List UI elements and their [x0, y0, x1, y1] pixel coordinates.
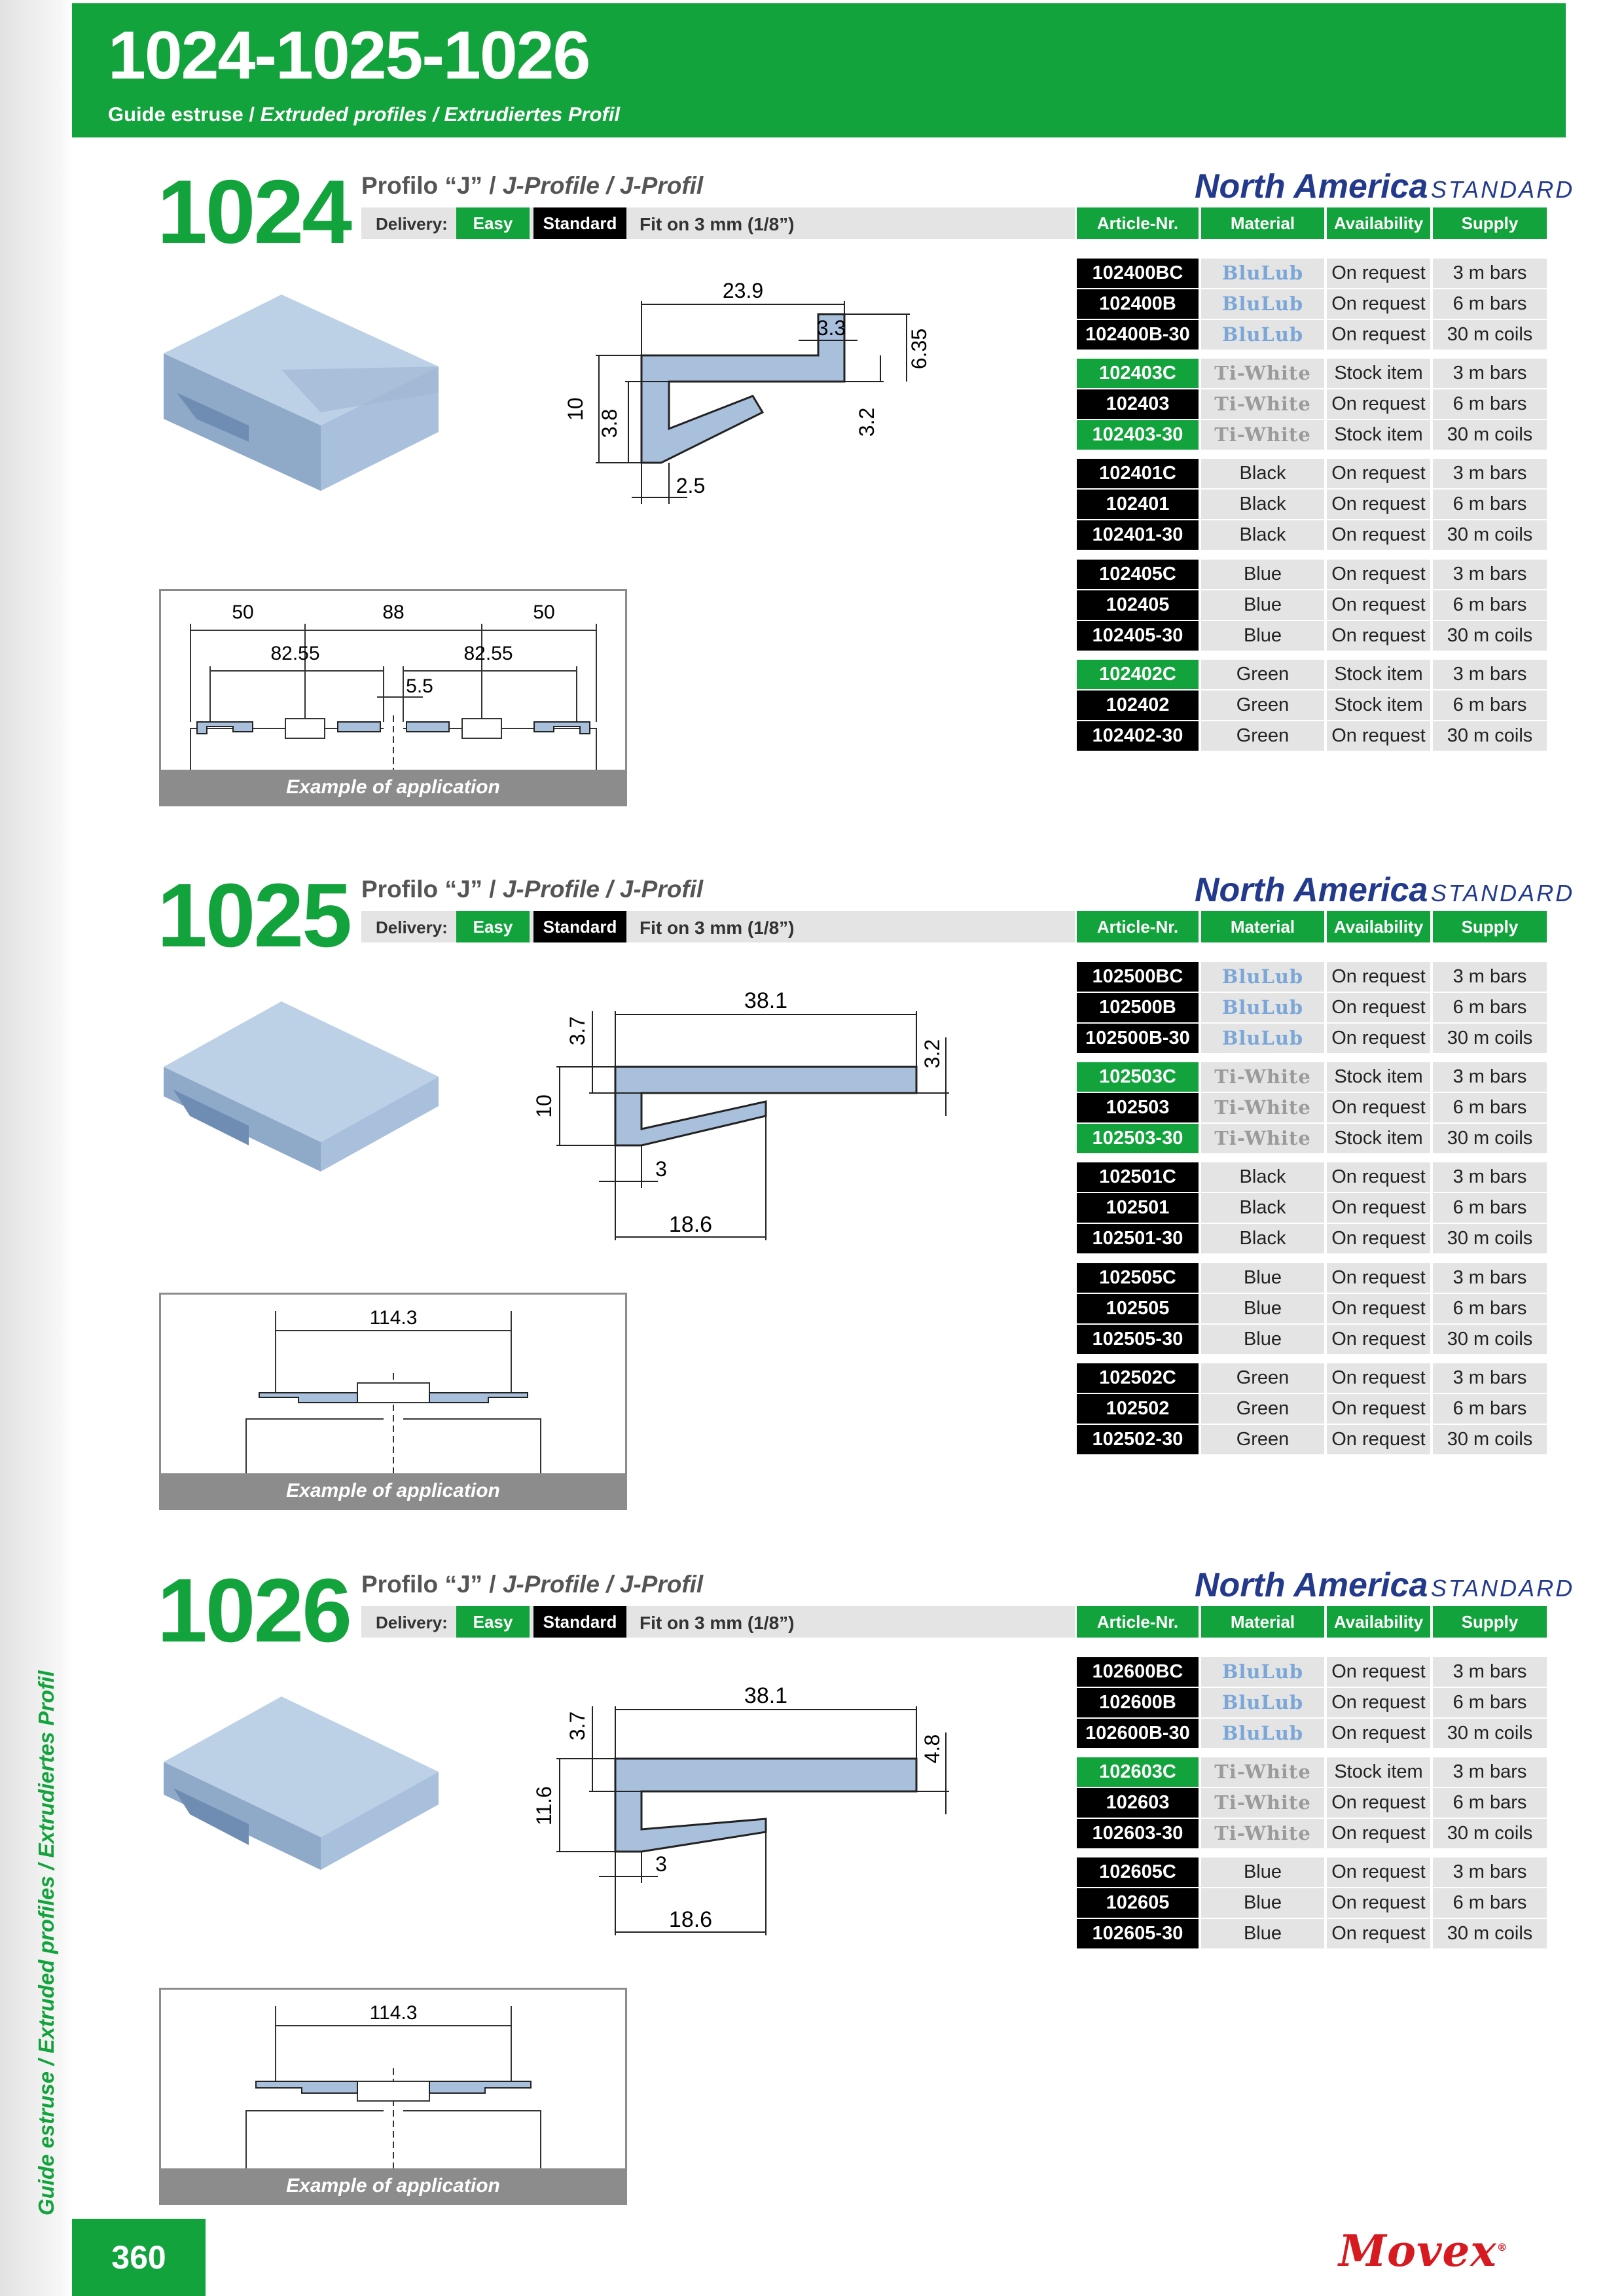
supply-cell: 30 m coils — [1433, 1124, 1547, 1153]
supply-cell: 30 m coils — [1433, 1819, 1547, 1848]
table-row — [1077, 1124, 1547, 1153]
article-cell: 102605 — [1077, 1888, 1199, 1918]
standard-badge: Standard — [533, 207, 626, 239]
application-example — [159, 589, 627, 806]
delivery-label: Delivery: — [376, 214, 448, 234]
delivery-label: Delivery: — [376, 918, 448, 937]
article-cell: 102603C — [1077, 1757, 1199, 1787]
profile-3d-render — [151, 1693, 452, 1909]
dim-thick: 4.8 — [920, 1734, 944, 1764]
article-cell: 102401-30 — [1077, 520, 1199, 550]
article-cell: 102503 — [1077, 1093, 1199, 1122]
supply-cell: 3 m bars — [1433, 962, 1547, 992]
availability-cell: Stock item — [1327, 691, 1430, 720]
supply-cell: 3 m bars — [1433, 560, 1547, 589]
table-row — [1077, 660, 1547, 689]
dim-thick: 2.5 — [676, 474, 706, 497]
col-supply: Supply — [1433, 911, 1547, 942]
app-dim-2: 88 — [382, 601, 405, 623]
table-row — [1077, 590, 1547, 620]
app-dim-6: 5.5 — [406, 675, 433, 697]
page-subtitle: Guide estruse / Extruded profiles / Extrudiertes Profil — [108, 103, 621, 126]
table-row — [1077, 1024, 1547, 1053]
col-article: Article-Nr. — [1077, 207, 1199, 239]
application-caption: Example of application — [161, 2168, 625, 2203]
app-dim-1: 50 — [232, 601, 254, 623]
availability-cell: On request — [1327, 1819, 1430, 1848]
article-cell: 102505C — [1077, 1263, 1199, 1293]
table-row — [1077, 721, 1547, 751]
article-cell: 102501 — [1077, 1193, 1199, 1223]
table-row — [1077, 691, 1547, 720]
profile-3d-render — [151, 295, 452, 511]
north-america-standard: North America STANDARD — [1195, 871, 1575, 909]
supply-cell: 30 m coils — [1433, 1719, 1547, 1748]
supply-cell: 3 m bars — [1433, 1162, 1547, 1192]
supply-cell: 3 m bars — [1433, 1363, 1547, 1393]
material-cell: Blue — [1201, 590, 1324, 620]
fit-note: Fit on 3 mm (1/8”) — [640, 214, 795, 234]
application-caption: Example of application — [161, 1473, 625, 1508]
supply-cell: 30 m coils — [1433, 1024, 1547, 1053]
page-header — [72, 3, 1566, 137]
article-cell: 102405 — [1077, 590, 1199, 620]
material-cell: Blue — [1201, 1919, 1324, 1948]
table-row — [1077, 1162, 1547, 1192]
availability-cell: On request — [1327, 520, 1430, 550]
article-cell: 102502C — [1077, 1363, 1199, 1393]
table-row — [1077, 1919, 1547, 1948]
article-cell: 102402-30 — [1077, 721, 1199, 751]
material-cell: BluLub — [1201, 1688, 1324, 1717]
table-row — [1077, 289, 1547, 319]
article-cell: 102605-30 — [1077, 1919, 1199, 1948]
table-row — [1077, 1263, 1547, 1293]
material-cell: Green — [1201, 1363, 1324, 1393]
material-cell: Black — [1201, 459, 1324, 488]
delivery-bar — [361, 207, 1075, 239]
dim-inner-height: 3.8 — [598, 408, 621, 439]
delivery-bar — [361, 911, 1075, 942]
article-cell: 102403-30 — [1077, 420, 1199, 450]
product-number: 1024 — [157, 162, 350, 262]
availability-cell: On request — [1327, 459, 1430, 488]
supply-cell: 6 m bars — [1433, 1394, 1547, 1424]
delivery-bar — [361, 1606, 1075, 1638]
table-row — [1077, 1757, 1547, 1787]
material-cell: Green — [1201, 721, 1324, 751]
material-cell: BluLub — [1201, 1657, 1324, 1687]
supply-cell: 3 m bars — [1433, 1657, 1547, 1687]
app-dim-3: 50 — [533, 601, 555, 623]
material-cell: BluLub — [1201, 1719, 1324, 1748]
article-cell: 102500B — [1077, 993, 1199, 1022]
table-row — [1077, 1394, 1547, 1424]
dim-lip: 3.3 — [816, 316, 846, 340]
dim-total-height: 11.6 — [532, 1786, 556, 1825]
application-caption: Example of application — [161, 770, 625, 804]
profile-title: Profilo “J” / J-Profile / J-Profil — [361, 172, 704, 199]
easy-badge: Easy — [456, 911, 530, 942]
availability-cell: On request — [1327, 993, 1430, 1022]
dim-inner: 3 — [655, 1157, 667, 1181]
profile-title: Profilo “J” / J-Profile / J-Profil — [361, 1571, 704, 1598]
material-cell: Ti-White — [1201, 389, 1324, 419]
table-row — [1077, 1093, 1547, 1122]
supply-cell: 30 m coils — [1433, 1224, 1547, 1253]
table-row — [1077, 359, 1547, 388]
material-cell: Blue — [1201, 621, 1324, 651]
article-cell: 102500BC — [1077, 962, 1199, 992]
table-row — [1077, 1425, 1547, 1454]
dim-total-height: 10 — [564, 397, 587, 421]
supply-cell: 6 m bars — [1433, 1193, 1547, 1223]
supply-cell: 3 m bars — [1433, 459, 1547, 488]
article-cell: 102403 — [1077, 389, 1199, 419]
article-cell: 102402C — [1077, 660, 1199, 689]
availability-cell: On request — [1327, 1657, 1430, 1687]
article-cell: 102605C — [1077, 1857, 1199, 1887]
material-cell: BluLub — [1201, 259, 1324, 288]
dim-gap: 3.7 — [566, 1016, 589, 1046]
material-cell: Black — [1201, 1193, 1324, 1223]
app-dim-4: 82.55 — [270, 643, 320, 664]
material-cell: Green — [1201, 660, 1324, 689]
profile-title: Profilo “J” / J-Profile / J-Profil — [361, 876, 704, 903]
col-article: Article-Nr. — [1077, 911, 1199, 942]
supply-cell: 6 m bars — [1433, 590, 1547, 620]
table-row — [1077, 560, 1547, 589]
material-cell: Blue — [1201, 560, 1324, 589]
table-row — [1077, 1062, 1547, 1092]
dim-tip: 3.2 — [855, 407, 878, 437]
availability-cell: On request — [1327, 1857, 1430, 1887]
availability-cell: On request — [1327, 389, 1430, 419]
north-america-standard: North America STANDARD — [1195, 1566, 1575, 1604]
article-cell: 102502-30 — [1077, 1425, 1199, 1454]
material-cell: Ti-White — [1201, 1788, 1324, 1818]
supply-cell: 30 m coils — [1433, 1325, 1547, 1354]
page-title: 1024-1025-1026 — [108, 18, 590, 94]
article-cell: 102600BC — [1077, 1657, 1199, 1687]
page-number: 360 — [72, 2219, 206, 2296]
material-cell: Black — [1201, 1162, 1324, 1192]
supply-cell: 30 m coils — [1433, 721, 1547, 751]
availability-cell: On request — [1327, 1888, 1430, 1918]
table-row — [1077, 1888, 1547, 1918]
app-dim-5: 82.55 — [463, 643, 513, 664]
profile-cross-section — [517, 985, 975, 1260]
material-cell: Black — [1201, 490, 1324, 519]
availability-cell: On request — [1327, 1024, 1430, 1053]
supply-cell: 3 m bars — [1433, 1757, 1547, 1787]
table-row — [1077, 420, 1547, 450]
article-cell: 102400BC — [1077, 259, 1199, 288]
dim-gap: 3.7 — [566, 1711, 589, 1741]
table-row — [1077, 1719, 1547, 1748]
supply-cell: 30 m coils — [1433, 621, 1547, 651]
supply-cell: 6 m bars — [1433, 1888, 1547, 1918]
material-cell: Ti-White — [1201, 1093, 1324, 1122]
material-cell: Ti-White — [1201, 359, 1324, 388]
article-cell: 102503C — [1077, 1062, 1199, 1092]
application-example — [159, 1988, 627, 2205]
availability-cell: On request — [1327, 590, 1430, 620]
table-row — [1077, 1294, 1547, 1323]
availability-cell: On request — [1327, 1919, 1430, 1948]
profile-3d-render — [151, 998, 452, 1214]
supply-cell: 6 m bars — [1433, 1688, 1547, 1717]
article-cell: 102405C — [1077, 560, 1199, 589]
supply-cell: 6 m bars — [1433, 1788, 1547, 1818]
availability-cell: Stock item — [1327, 1757, 1430, 1787]
table-row — [1077, 459, 1547, 488]
material-cell: Ti-White — [1201, 1757, 1324, 1787]
table-row — [1077, 962, 1547, 992]
material-cell: Blue — [1201, 1888, 1324, 1918]
application-drawing — [161, 591, 625, 774]
material-cell: Blue — [1201, 1263, 1324, 1293]
availability-cell: On request — [1327, 259, 1430, 288]
table-row — [1077, 1363, 1547, 1393]
article-cell: 102403C — [1077, 359, 1199, 388]
table-row — [1077, 259, 1547, 288]
fit-note: Fit on 3 mm (1/8”) — [640, 1613, 795, 1633]
table-row — [1077, 621, 1547, 651]
delivery-label: Delivery: — [376, 1613, 448, 1632]
table-row — [1077, 1657, 1547, 1687]
supply-cell: 30 m coils — [1433, 320, 1547, 350]
availability-cell: On request — [1327, 721, 1430, 751]
application-drawing — [161, 1990, 625, 2173]
table-row — [1077, 1193, 1547, 1223]
article-cell: 102402 — [1077, 691, 1199, 720]
supply-cell: 6 m bars — [1433, 1093, 1547, 1122]
dim-width: 38.1 — [744, 1683, 788, 1708]
col-availability: Availability — [1327, 207, 1430, 239]
availability-cell: On request — [1327, 1325, 1430, 1354]
material-cell: BluLub — [1201, 962, 1324, 992]
col-availability: Availability — [1327, 911, 1430, 942]
section-1025 — [0, 865, 1624, 1564]
supply-cell: 6 m bars — [1433, 289, 1547, 319]
availability-cell: On request — [1327, 1425, 1430, 1454]
table-row — [1077, 1688, 1547, 1717]
easy-badge: Easy — [456, 207, 530, 239]
col-material: Material — [1201, 207, 1324, 239]
article-cell: 102603 — [1077, 1788, 1199, 1818]
availability-cell: Stock item — [1327, 420, 1430, 450]
material-cell: Green — [1201, 1394, 1324, 1424]
material-cell: Black — [1201, 1224, 1324, 1253]
supply-cell: 6 m bars — [1433, 691, 1547, 720]
material-cell: Green — [1201, 691, 1324, 720]
article-cell: 102502 — [1077, 1394, 1199, 1424]
dim-depth: 18.6 — [668, 1212, 713, 1237]
table-row — [1077, 1224, 1547, 1253]
availability-cell: Stock item — [1327, 1124, 1430, 1153]
availability-cell: On request — [1327, 962, 1430, 992]
col-material: Material — [1201, 1606, 1324, 1638]
product-number: 1026 — [157, 1560, 350, 1661]
supply-cell: 30 m coils — [1433, 520, 1547, 550]
supply-cell: 6 m bars — [1433, 389, 1547, 419]
application-drawing — [161, 1295, 625, 1478]
material-cell: Blue — [1201, 1325, 1324, 1354]
material-cell: Ti-White — [1201, 1124, 1324, 1153]
supply-cell: 30 m coils — [1433, 1425, 1547, 1454]
north-america-standard: North America STANDARD — [1195, 168, 1575, 206]
availability-cell: Stock item — [1327, 359, 1430, 388]
profile-cross-section — [517, 272, 975, 547]
availability-cell: On request — [1327, 1394, 1430, 1424]
article-cell: 102401C — [1077, 459, 1199, 488]
article-cell: 102505-30 — [1077, 1325, 1199, 1354]
availability-cell: Stock item — [1327, 660, 1430, 689]
standard-badge: Standard — [533, 911, 626, 942]
dim-width: 38.1 — [744, 988, 788, 1013]
material-cell: Black — [1201, 520, 1324, 550]
availability-cell: On request — [1327, 1294, 1430, 1323]
article-cell: 102400B — [1077, 289, 1199, 319]
availability-cell: On request — [1327, 621, 1430, 651]
supply-cell: 3 m bars — [1433, 1263, 1547, 1293]
supply-cell: 3 m bars — [1433, 359, 1547, 388]
availability-cell: On request — [1327, 1263, 1430, 1293]
supply-cell: 6 m bars — [1433, 490, 1547, 519]
material-cell: BluLub — [1201, 289, 1324, 319]
table-row — [1077, 1788, 1547, 1818]
material-cell: Blue — [1201, 1857, 1324, 1887]
table-row — [1077, 1819, 1547, 1848]
movex-logo: Movex® — [1339, 2225, 1508, 2276]
table-row — [1077, 389, 1547, 419]
article-cell: 102400B-30 — [1077, 320, 1199, 350]
application-example — [159, 1293, 627, 1510]
supply-cell: 3 m bars — [1433, 660, 1547, 689]
article-cell: 102500B-30 — [1077, 1024, 1199, 1053]
availability-cell: On request — [1327, 1363, 1430, 1393]
article-cell: 102600B — [1077, 1688, 1199, 1717]
article-cell: 102503-30 — [1077, 1124, 1199, 1153]
material-cell: Ti-White — [1201, 1062, 1324, 1092]
supply-cell: 3 m bars — [1433, 1062, 1547, 1092]
dim-width: 23.9 — [722, 279, 764, 302]
product-number: 1025 — [157, 865, 350, 966]
material-cell: Green — [1201, 1425, 1324, 1454]
availability-cell: On request — [1327, 1193, 1430, 1223]
availability-cell: Stock item — [1327, 1062, 1430, 1092]
availability-cell: On request — [1327, 320, 1430, 350]
profile-cross-section — [517, 1680, 975, 1955]
availability-cell: On request — [1327, 1224, 1430, 1253]
fit-note: Fit on 3 mm (1/8”) — [640, 918, 795, 938]
section-1026 — [0, 1560, 1624, 2259]
material-cell: Ti-White — [1201, 1819, 1324, 1848]
col-availability: Availability — [1327, 1606, 1430, 1638]
table-row — [1077, 320, 1547, 350]
supply-cell: 6 m bars — [1433, 993, 1547, 1022]
article-cell: 102603-30 — [1077, 1819, 1199, 1848]
material-cell: Blue — [1201, 1294, 1324, 1323]
table-row — [1077, 1325, 1547, 1354]
material-cell: BluLub — [1201, 1024, 1324, 1053]
availability-cell: On request — [1327, 1688, 1430, 1717]
dim-inner: 3 — [655, 1852, 667, 1876]
table-row — [1077, 993, 1547, 1022]
app-dim-1: 114.3 — [369, 2002, 418, 2024]
table-row — [1077, 490, 1547, 519]
article-cell: 102501C — [1077, 1162, 1199, 1192]
material-cell: BluLub — [1201, 993, 1324, 1022]
col-article: Article-Nr. — [1077, 1606, 1199, 1638]
availability-cell: On request — [1327, 560, 1430, 589]
availability-cell: On request — [1327, 289, 1430, 319]
article-cell: 102600B-30 — [1077, 1719, 1199, 1748]
dim-tall: 6.35 — [907, 328, 931, 370]
col-supply: Supply — [1433, 1606, 1547, 1638]
supply-cell: 3 m bars — [1433, 1857, 1547, 1887]
section-1024 — [0, 162, 1624, 861]
dim-thick: 3.2 — [920, 1039, 944, 1069]
availability-cell: On request — [1327, 1093, 1430, 1122]
material-cell: BluLub — [1201, 320, 1324, 350]
table-row — [1077, 1857, 1547, 1887]
col-material: Material — [1201, 911, 1324, 942]
dim-total-height: 10 — [532, 1094, 556, 1118]
supply-cell: 6 m bars — [1433, 1294, 1547, 1323]
easy-badge: Easy — [456, 1606, 530, 1638]
dim-depth: 18.6 — [668, 1907, 713, 1932]
availability-cell: On request — [1327, 1162, 1430, 1192]
app-dim-1: 114.3 — [369, 1307, 418, 1329]
table-row — [1077, 520, 1547, 550]
supply-cell: 30 m coils — [1433, 1919, 1547, 1948]
material-cell: Ti-White — [1201, 420, 1324, 450]
supply-cell: 3 m bars — [1433, 259, 1547, 288]
availability-cell: On request — [1327, 490, 1430, 519]
supply-cell: 30 m coils — [1433, 420, 1547, 450]
article-cell: 102405-30 — [1077, 621, 1199, 651]
sidebar-vertical-text: Guide estruse / Extruded profiles / Extrudiertes Profil — [34, 1670, 58, 2215]
article-cell: 102401 — [1077, 490, 1199, 519]
availability-cell: On request — [1327, 1788, 1430, 1818]
article-cell: 102501-30 — [1077, 1224, 1199, 1253]
availability-cell: On request — [1327, 1719, 1430, 1748]
col-supply: Supply — [1433, 207, 1547, 239]
article-cell: 102505 — [1077, 1294, 1199, 1323]
standard-badge: Standard — [533, 1606, 626, 1638]
